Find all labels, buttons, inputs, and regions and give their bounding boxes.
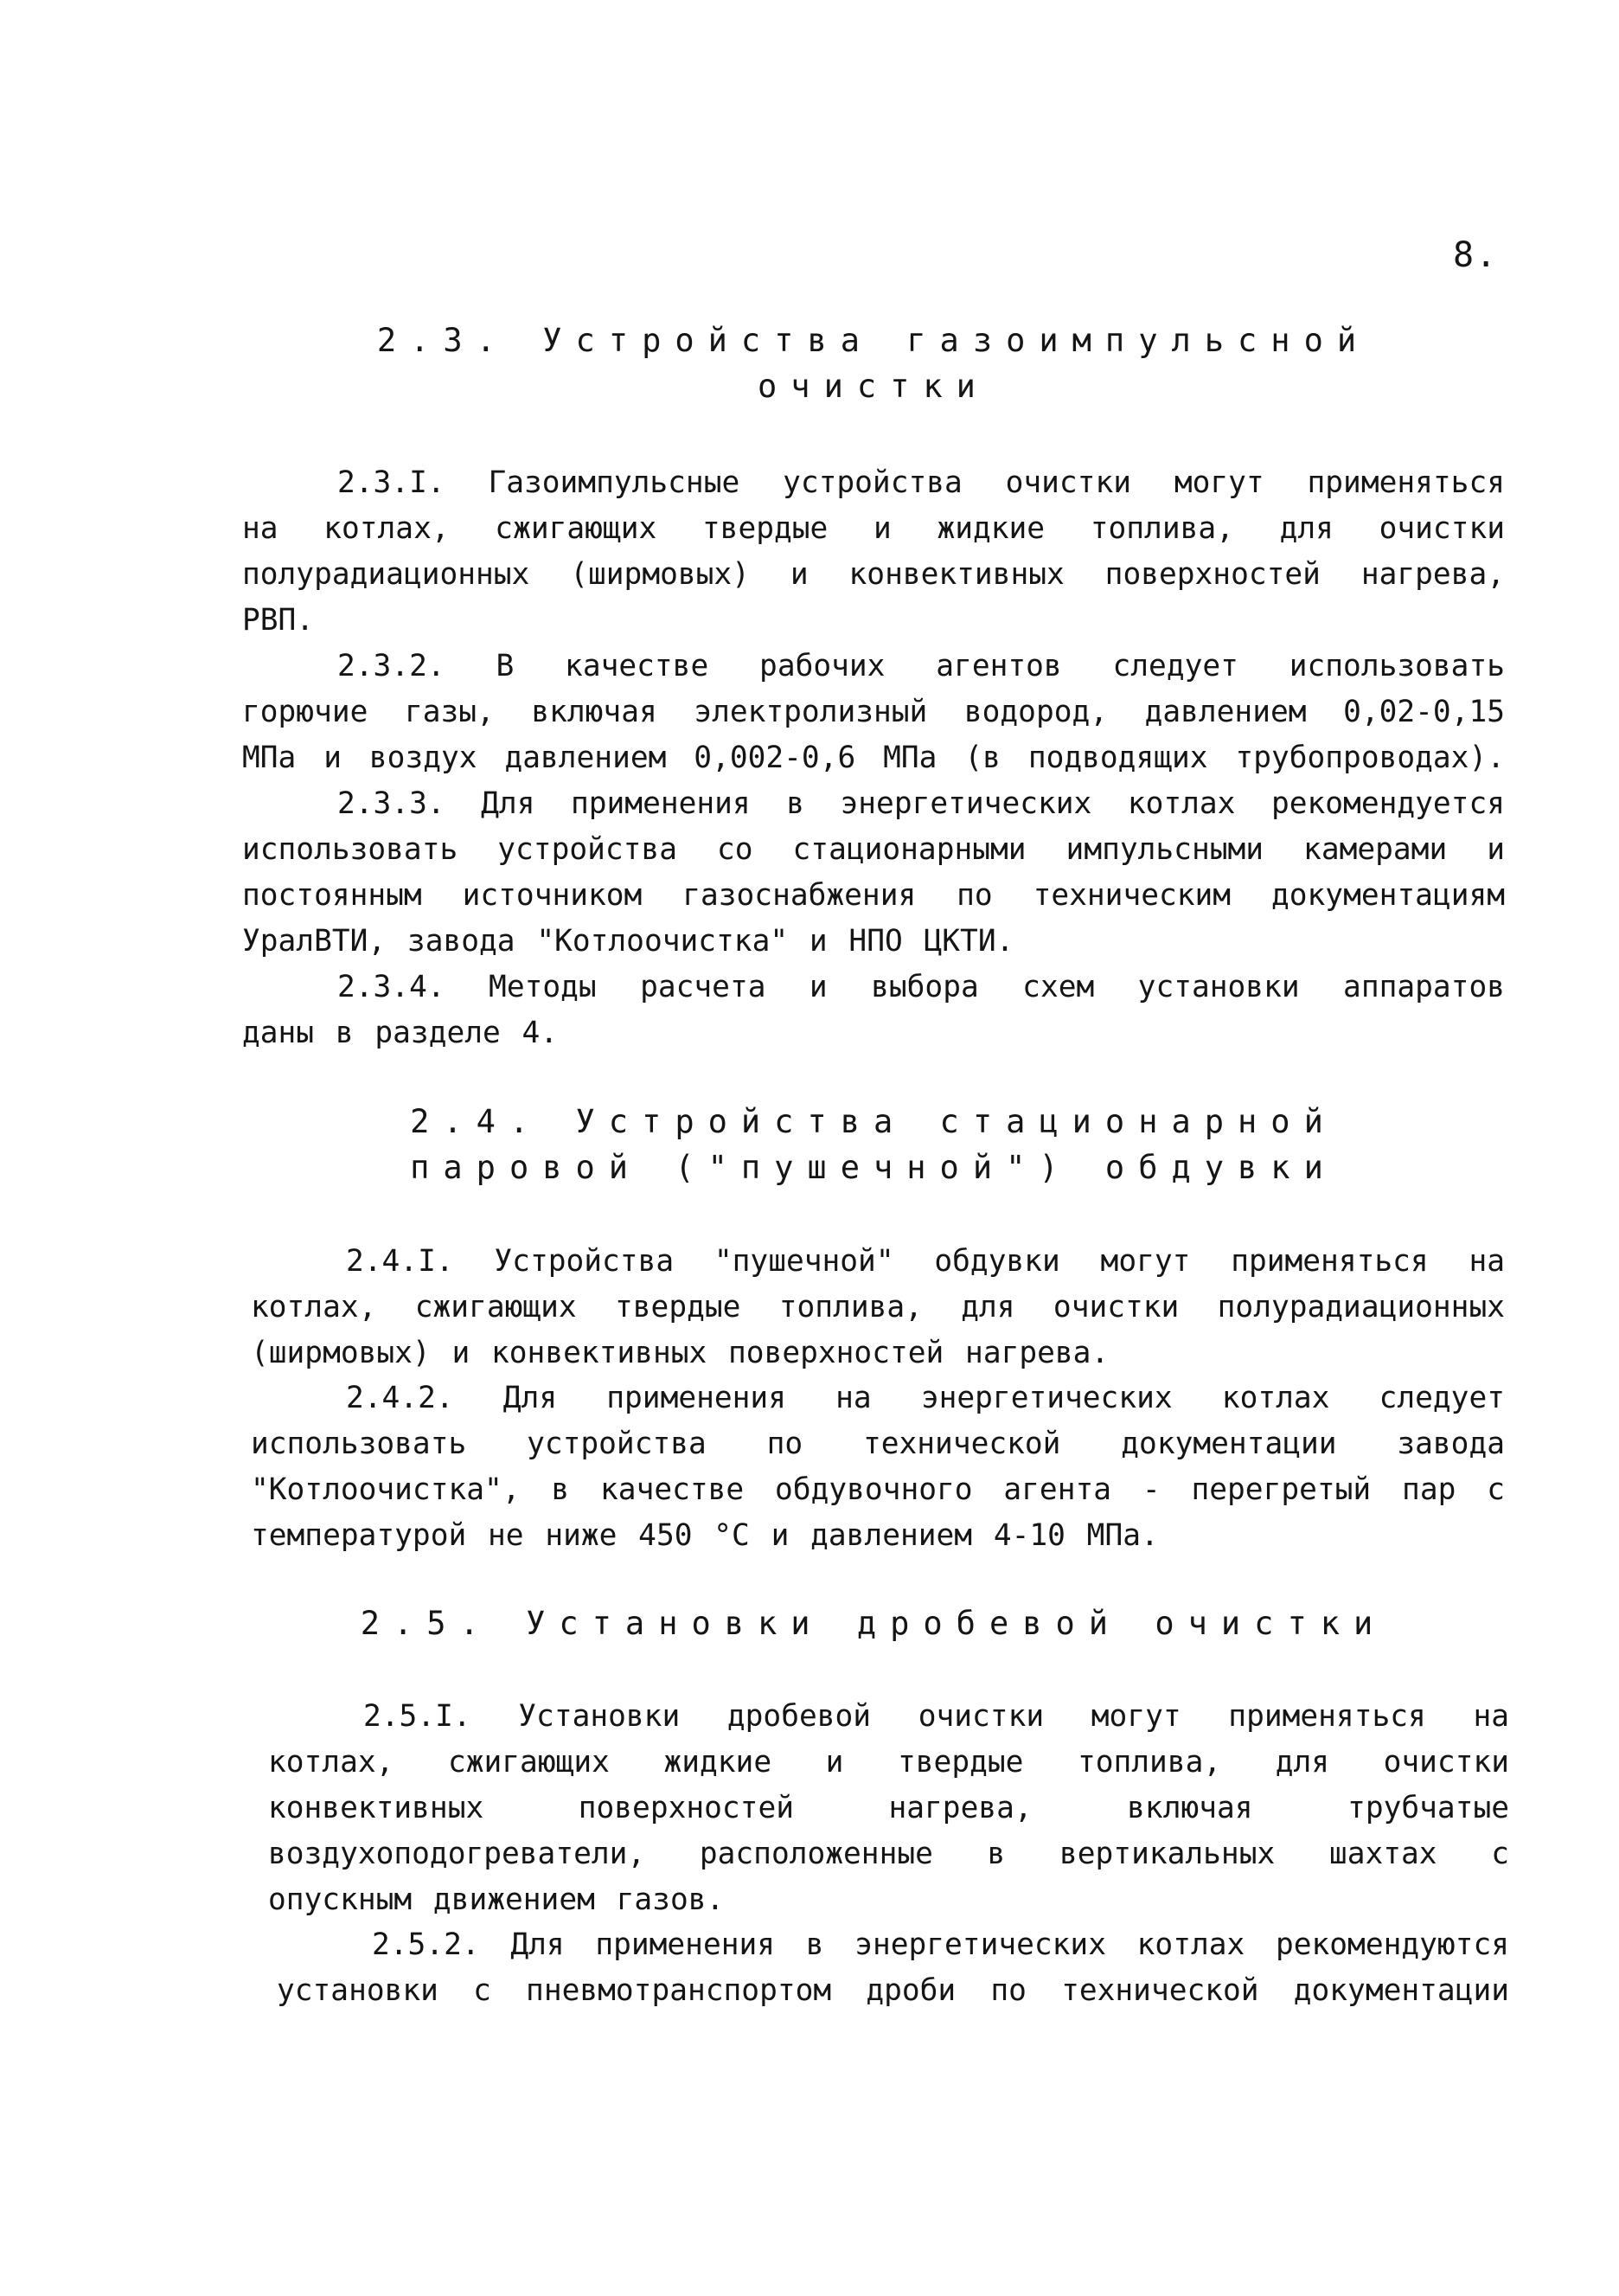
text-line: МПа и воздух давлением 0,002-0,6 МПа (в подводящих трубопроводах).	[242, 741, 1505, 775]
section-2-4-heading-line1: 2.4. Устройства стационарной	[410, 1103, 1337, 1140]
text-line: горючие газы, включая электролизный водород, давлением 0,02-0,15	[242, 695, 1505, 729]
text-line: 2.3.4. Методы расчета и выбора схем установки аппаратов	[337, 970, 1505, 1004]
text-line: воздухоподогреватели, расположенные в вертикальных шахтах с	[268, 1837, 1509, 1871]
text-line: 2.4.2. Для применения на энергетических котлах следует	[346, 1381, 1505, 1415]
text-line: 2.5.2. Для применения в энергетических котлах рекомендуются	[372, 1927, 1509, 1962]
text-line: даны в разделе 4.	[242, 1016, 559, 1050]
text-line: опускным движением газов.	[268, 1882, 725, 1917]
text-line: полурадиационных (ширмовых) и конвективных поверхностей нагрева,	[242, 557, 1505, 592]
text-line: котлах, сжигающих твердые топлива, для очистки полурадиационных	[251, 1290, 1505, 1324]
text-line: котлах, сжигающих жидкие и твердые топлива, для очистки	[268, 1745, 1509, 1780]
paragraph-2-3-3	[242, 781, 1505, 965]
text-line: конвективных поверхностей нагрева, включая трубчатые	[268, 1791, 1509, 1825]
text-line: температурой не ниже 450 °С и давлением 4-10 МПа.	[251, 1518, 1159, 1553]
section-2-3-heading-line1: 2.3. Устройства газоимпульсной	[376, 322, 1371, 359]
text-line: 2.3.2. В качестве рабочих агентов следует использовать	[337, 649, 1505, 683]
section-2-3-heading-line2: очистки	[758, 368, 989, 405]
section-2-5-heading: 2.5. Установки дробевой очистки	[360, 1605, 1387, 1642]
text-line: УралВТИ, завода "Котлоочистка" и НПО ЦКТИ.	[242, 924, 1014, 959]
page-number: 8.	[1453, 235, 1499, 275]
text-line: 2.3.3. Для применения в энергетических котлах рекомендуется	[337, 786, 1505, 821]
paragraph-2-3-4	[242, 965, 1505, 1056]
text-line: "Котлоочистка", в качестве обдувочного агента - перегретый пар с	[251, 1472, 1505, 1507]
text-line: установки с пневмотранспортом дроби по технической документации	[277, 1973, 1509, 2008]
paragraph-2-5-1	[268, 1694, 1509, 1923]
paragraph-2-4-1	[251, 1239, 1505, 1376]
text-line: РВП.	[242, 603, 315, 638]
text-line: постоянным источником газоснабжения по техническим документациям	[242, 878, 1505, 913]
paragraph-2-4-2	[251, 1376, 1505, 1559]
text-line: на котлах, сжигающих твердые и жидкие топлива, для очистки	[242, 511, 1505, 546]
paragraph-2-5-2	[277, 1922, 1509, 2014]
text-line: 2.5.I. Установки дробевой очистки могут применяться на	[363, 1699, 1509, 1734]
text-line: (ширмовых) и конвективных поверхностей нагрева.	[251, 1336, 1110, 1370]
text-line: 2.3.I. Газоимпульсные устройства очистки могут применяться	[337, 465, 1505, 500]
text-line: использовать устройства по технической документации завода	[251, 1427, 1505, 1461]
text-line: использовать устройства со стационарными импульсными камерами и	[242, 832, 1505, 867]
paragraph-2-3-1	[242, 460, 1505, 644]
section-2-4-heading-line2: паровой ("пушечной") обдувки	[410, 1149, 1337, 1186]
text-line: 2.4.I. Устройства "пушечной" обдувки могут применяться на	[346, 1244, 1505, 1279]
paragraph-2-3-2	[242, 644, 1505, 781]
